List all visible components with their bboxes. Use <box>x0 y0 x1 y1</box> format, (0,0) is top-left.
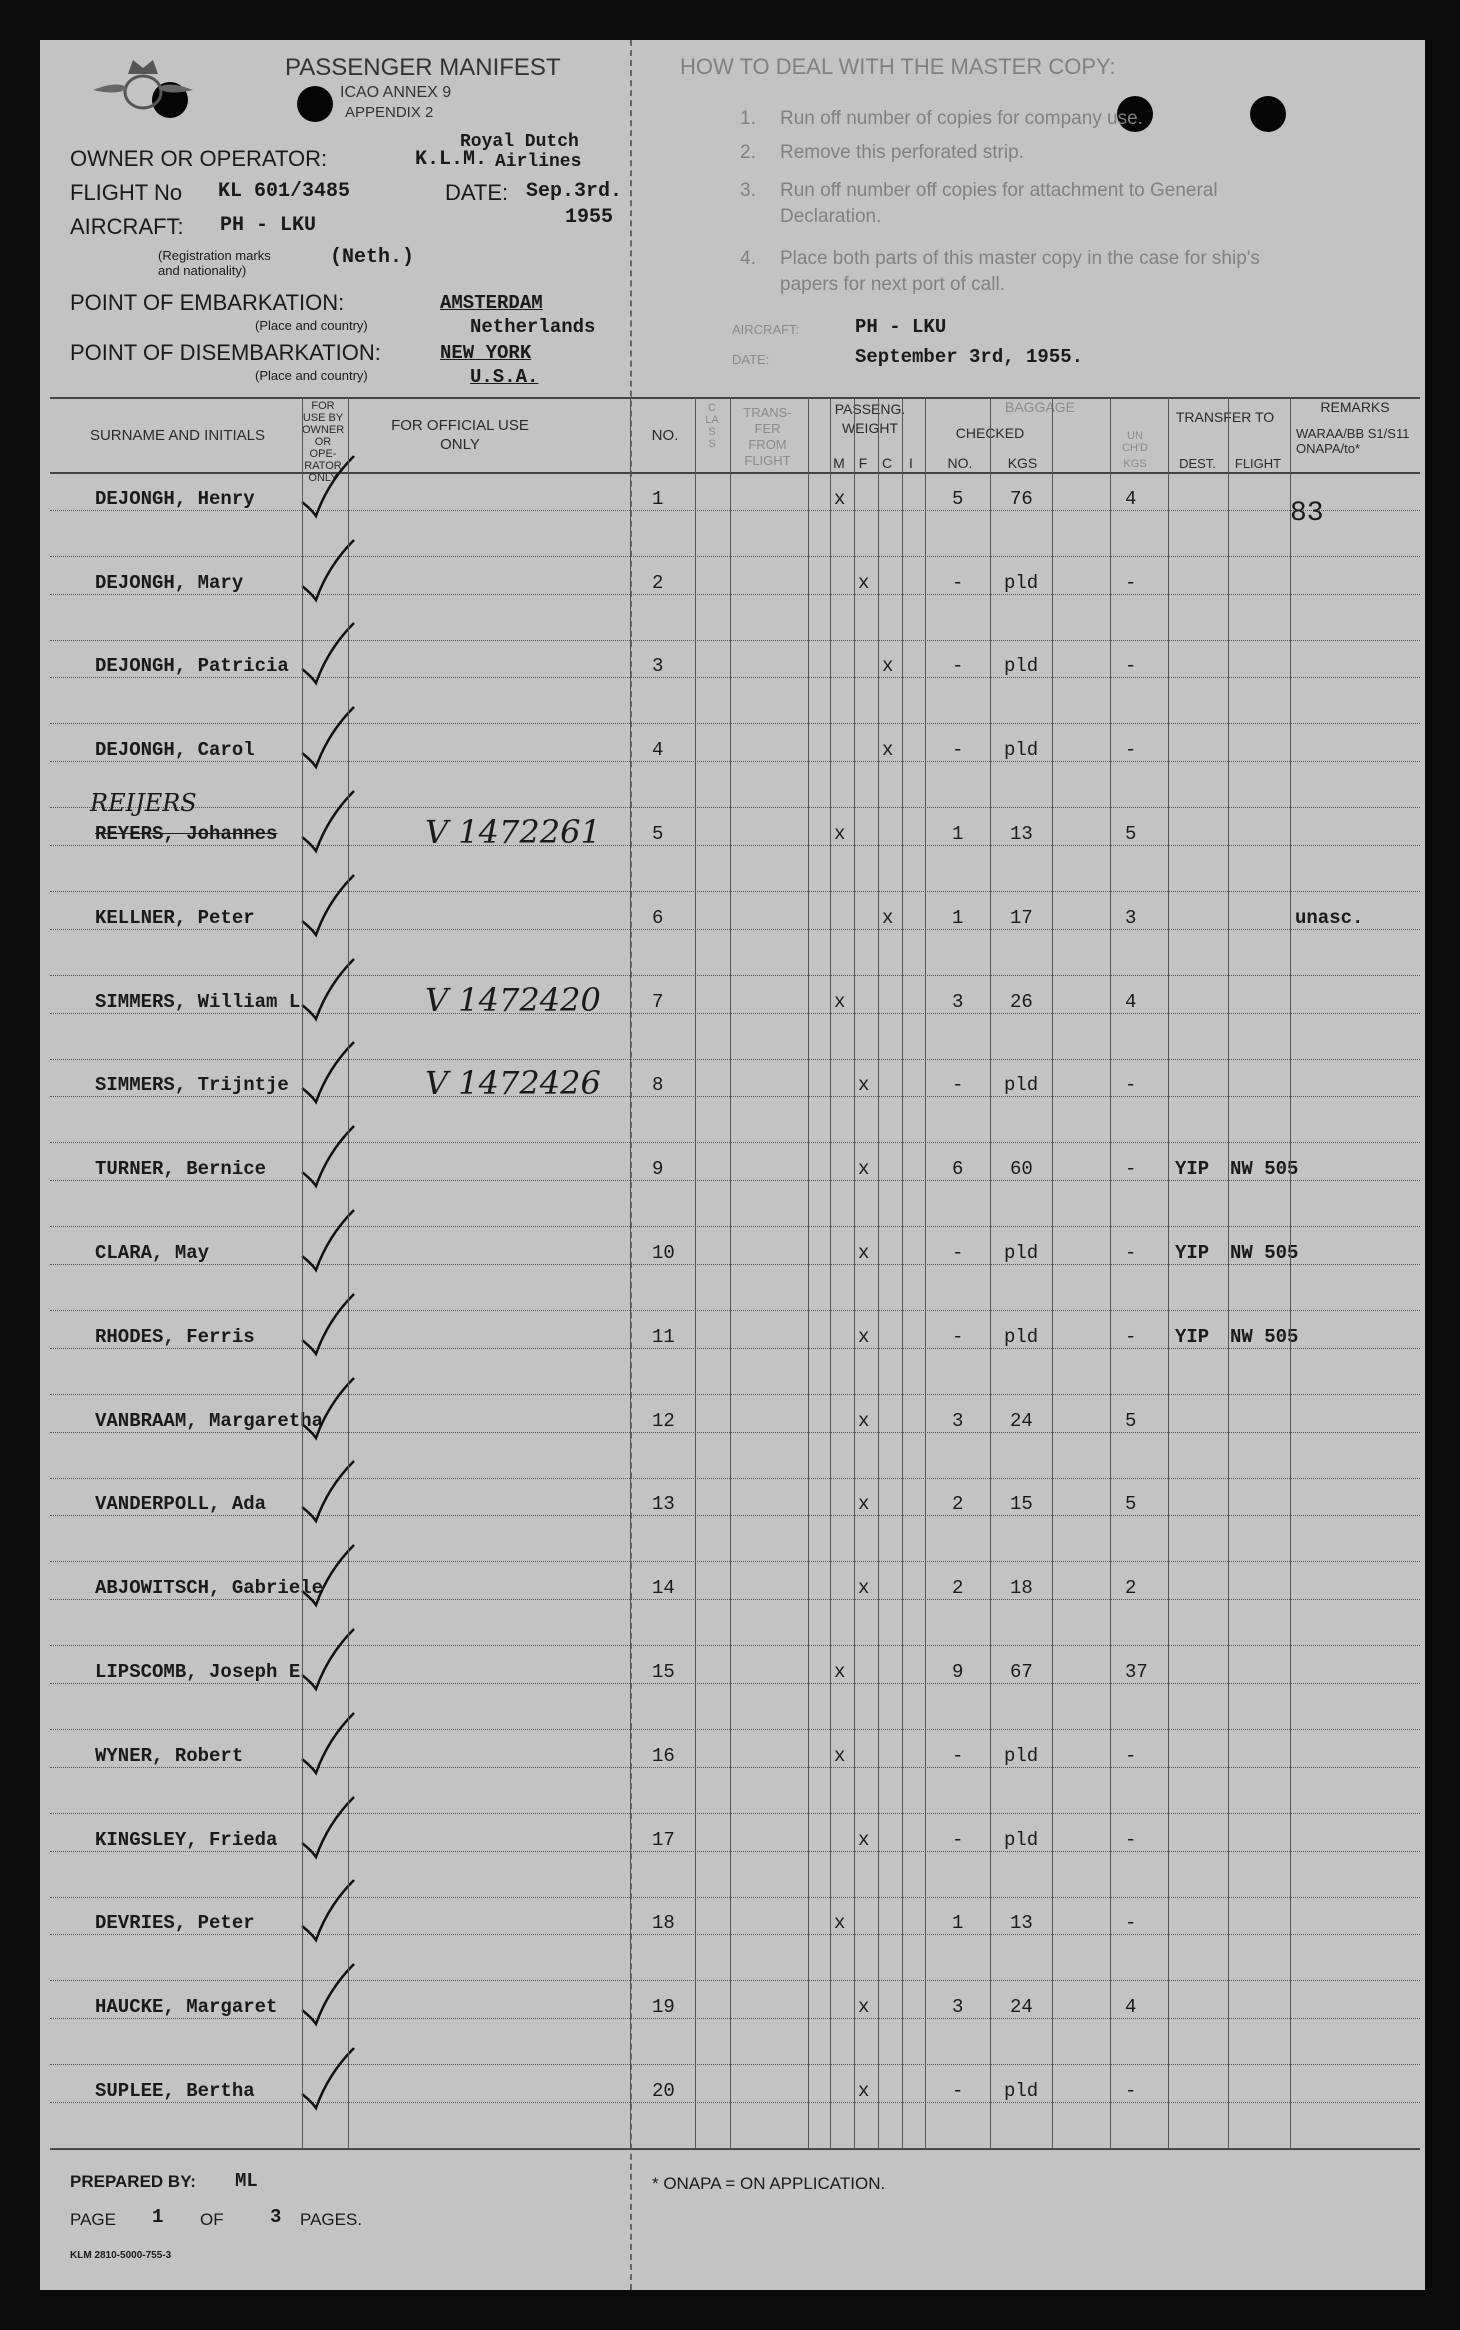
checkmark-icon <box>298 955 358 1031</box>
row-line <box>50 1180 1420 1181</box>
row-line <box>50 807 1420 808</box>
date-label: DATE: <box>445 180 509 205</box>
row-number: 9 <box>652 1158 664 1181</box>
passenger-name: SIMMERS, William L <box>95 990 301 1013</box>
baggage-count: - <box>952 655 964 678</box>
col-baggage: BAGGAGE <box>1004 399 1076 415</box>
reg-note-1: (Registration marks <box>158 248 271 263</box>
row-line <box>50 2018 1420 2019</box>
col-official: FOR OFFICIAL USE ONLY <box>391 417 529 453</box>
passenger-name: TURNER, Bernice <box>95 1158 267 1181</box>
table-column-line <box>1168 397 1169 2148</box>
transfer-flight: NW 505 <box>1230 1325 1299 1348</box>
transfer-flight: NW 505 <box>1230 1241 1299 1264</box>
row-line <box>50 1851 1420 1852</box>
passenger-name: CLARA, May <box>95 1241 210 1264</box>
unchecked-kgs: - <box>1125 1828 1137 1851</box>
baggage-count: 2 <box>952 1577 964 1600</box>
weight-mark: x <box>834 1744 846 1767</box>
of-label: OF <box>200 2210 224 2229</box>
row-line <box>50 594 1420 595</box>
row-number: 12 <box>652 1409 675 1432</box>
row-number: 7 <box>652 990 664 1013</box>
table-column-line <box>1290 397 1291 2148</box>
passenger-name: DEJONGH, Patricia <box>95 655 289 678</box>
transfer-dest: YIP <box>1175 1241 1210 1264</box>
unchecked-kgs: 5 <box>1125 1493 1137 1516</box>
place-country-note-2: (Place and country) <box>255 368 368 383</box>
passenger-name: KINGSLEY, Frieda <box>95 1828 278 1851</box>
col-kgs: KGS <box>1007 455 1038 471</box>
checkmark-icon <box>298 1206 358 1282</box>
baggage-kgs: pld <box>1004 1074 1039 1097</box>
row-number: 16 <box>652 1744 675 1767</box>
row-line <box>50 1310 1420 1311</box>
passenger-name: SUPLEE, Bertha <box>95 2079 255 2102</box>
checkmark-icon <box>298 1709 358 1785</box>
baggage-count: 5 <box>952 487 964 510</box>
table-column-line <box>830 397 831 2148</box>
col-owner-use: FOR USE BY OWNER OR OPE- RATOR ONLY <box>302 400 345 484</box>
baggage-count: - <box>952 1744 964 1767</box>
owner-label: OWNER OR OPERATOR: <box>70 146 328 171</box>
unchecked-kgs: 4 <box>1125 487 1137 510</box>
row-number: 5 <box>652 822 664 845</box>
checkmark-icon <box>298 536 358 612</box>
weight-mark: x <box>858 1325 870 1348</box>
date-year: 1955 <box>565 206 614 229</box>
baggage-kgs: 76 <box>1010 487 1033 510</box>
manifest-title: PASSENGER MANIFEST <box>285 54 561 81</box>
unchecked-kgs: 2 <box>1125 1577 1137 1600</box>
checkmark-icon <box>298 1290 358 1366</box>
aircraft-label: AIRCRAFT: <box>70 214 184 239</box>
col-unchd: UN CH'D <box>1122 430 1148 454</box>
checkmark-icon <box>298 1876 358 1952</box>
unchecked-kgs: - <box>1125 739 1137 762</box>
checkmark-icon <box>298 2044 358 2120</box>
baggage-count: - <box>952 571 964 594</box>
aircraft-value: PH - LKU <box>220 214 317 237</box>
row-line <box>50 891 1420 892</box>
weight-mark: x <box>834 1912 846 1935</box>
embark-value-2: Netherlands <box>470 316 596 338</box>
instruction-text-4: Place both parts of this master copy in the case for ship's <box>780 248 1260 269</box>
row-line <box>50 1599 1420 1600</box>
col-passeng-weight: PASSENG. WEIGHT <box>834 401 906 436</box>
weight-mark: x <box>858 1074 870 1097</box>
col-transfer-from: TRANS- FER FROM FLIGHT <box>743 405 792 468</box>
disembark-value: NEW YORK <box>440 342 532 364</box>
embark-label: POINT OF EMBARKATION: <box>70 290 345 315</box>
table-column-line <box>1052 397 1053 2148</box>
col-bag-no: NO. <box>947 455 973 471</box>
official-number: V 1472420 <box>425 980 601 1019</box>
instructions-title: HOW TO DEAL WITH THE MASTER COPY: <box>680 54 1116 79</box>
baggage-kgs: 17 <box>1010 906 1033 929</box>
checkmark-icon <box>298 1038 358 1114</box>
checkmark-icon <box>298 619 358 695</box>
passenger-name: DEVRIES, Peter <box>95 1912 255 1935</box>
checkmark-icon <box>298 1625 358 1701</box>
weight-mark: x <box>858 1493 870 1516</box>
baggage-kgs: pld <box>1004 739 1039 762</box>
checkmark-icon <box>298 703 358 779</box>
baggage-count: - <box>952 2079 964 2102</box>
baggage-count: 2 <box>952 1493 964 1516</box>
manifest-sheet <box>40 40 1425 2290</box>
row-number: 1 <box>652 487 664 510</box>
instr-date-value: September 3rd, 1955. <box>855 346 1084 368</box>
checkmark-icon <box>298 1374 358 1450</box>
page-label: PAGE <box>70 2210 116 2229</box>
weight-mark: x <box>882 906 894 929</box>
row-line <box>50 1059 1420 1060</box>
baggage-kgs: pld <box>1004 655 1039 678</box>
unchecked-kgs: - <box>1125 655 1137 678</box>
baggage-kgs: 26 <box>1010 990 1033 1013</box>
row-number: 14 <box>652 1577 675 1600</box>
flight-label: FLIGHT No <box>70 180 183 205</box>
unchecked-kgs: - <box>1125 1325 1137 1348</box>
row-number: 2 <box>652 571 664 594</box>
row-line <box>50 510 1420 511</box>
checkmark-icon <box>298 787 358 863</box>
table-column-line <box>808 397 809 2148</box>
baggage-kgs: 60 <box>1010 1158 1033 1181</box>
prepared-label: PREPARED BY: <box>70 2172 196 2191</box>
row-line <box>50 723 1420 724</box>
unchecked-kgs: 37 <box>1125 1660 1148 1683</box>
passenger-name: KELLNER, Peter <box>95 906 255 929</box>
unchecked-kgs: 4 <box>1125 990 1137 1013</box>
remark: unasc. <box>1295 906 1364 929</box>
row-line <box>50 1645 1420 1646</box>
owner-value-3: Airlines <box>495 152 582 172</box>
row-line <box>50 761 1420 762</box>
row-line <box>50 2148 1420 2149</box>
passenger-name: SIMMERS, Trijntje <box>95 1074 289 1097</box>
table-column-line <box>302 397 303 2148</box>
unchecked-kgs: - <box>1125 1744 1137 1767</box>
table-column-line <box>925 397 926 2148</box>
row-line <box>50 556 1420 557</box>
row-line <box>50 1515 1420 1516</box>
passenger-name: REYERS, Johannes <box>95 822 278 845</box>
table-column-line <box>348 397 349 2148</box>
transfer-dest: YIP <box>1175 1325 1210 1348</box>
instruction-text-2: Remove this perforated strip. <box>780 142 1024 163</box>
weight-mark: x <box>858 1996 870 2019</box>
weight-mark: x <box>858 1828 870 1851</box>
passenger-name: DEJONGH, Carol <box>95 739 255 762</box>
table-column-line <box>1110 397 1111 2148</box>
passenger-name: RHODES, Ferris <box>95 1325 255 1348</box>
prepared-value: ML <box>235 2170 258 2192</box>
row-line <box>50 1767 1420 1768</box>
row-line <box>50 929 1420 930</box>
row-line <box>50 2102 1420 2103</box>
baggage-count: - <box>952 739 964 762</box>
weight-mark: x <box>834 1660 846 1683</box>
row-number: 17 <box>652 1828 675 1851</box>
weight-mark: x <box>834 822 846 845</box>
baggage-kgs: 24 <box>1010 1409 1033 1432</box>
baggage-kgs: 18 <box>1010 1577 1033 1600</box>
passenger-name: DEJONGH, Henry <box>95 487 255 510</box>
baggage-count: - <box>952 1325 964 1348</box>
unchecked-kgs: 4 <box>1125 1996 1137 2019</box>
unchecked-kgs: - <box>1125 571 1137 594</box>
col-transfer-to: TRANSFER TO <box>1175 409 1275 425</box>
row-line <box>50 677 1420 678</box>
remark: 83 <box>1290 497 1324 529</box>
table-column-line <box>1228 397 1229 2148</box>
col-flight: FLIGHT <box>1234 456 1282 471</box>
col-i: I <box>909 455 913 471</box>
unchecked-kgs: - <box>1125 1158 1137 1181</box>
name-correction: REIJERS <box>90 788 197 817</box>
row-line <box>50 1348 1420 1349</box>
instruction-num-3: 3. <box>740 180 756 201</box>
weight-mark: x <box>858 1577 870 1600</box>
unchecked-kgs: 5 <box>1125 822 1137 845</box>
row-number: 11 <box>652 1325 675 1348</box>
row-line <box>50 1897 1420 1898</box>
baggage-kgs: pld <box>1004 1828 1039 1851</box>
disembark-value-2: U.S.A. <box>470 366 539 388</box>
row-line <box>50 975 1420 976</box>
baggage-kgs: pld <box>1004 1325 1039 1348</box>
col-checked: CHECKED <box>955 425 1025 441</box>
col-m: M <box>833 455 845 471</box>
row-line <box>50 2064 1420 2065</box>
passenger-name: LIPSCOMB, Joseph E <box>95 1660 301 1683</box>
row-number: 3 <box>652 655 664 678</box>
row-line <box>50 1432 1420 1433</box>
row-number: 6 <box>652 906 664 929</box>
row-number: 18 <box>652 1912 675 1935</box>
col-f: F <box>858 455 868 471</box>
passenger-name: WYNER, Robert <box>95 1744 244 1767</box>
row-line <box>50 1013 1420 1014</box>
unchecked-kgs: - <box>1125 1912 1137 1935</box>
weight-mark: x <box>834 487 846 510</box>
unchecked-kgs: - <box>1125 2079 1137 2102</box>
row-line <box>50 1934 1420 1935</box>
unchecked-kgs: - <box>1125 1074 1137 1097</box>
checkmark-icon <box>298 1960 358 2036</box>
baggage-kgs: pld <box>1004 2079 1039 2102</box>
row-line <box>50 1264 1420 1265</box>
instruction-text-4b: papers for next port of call. <box>780 274 1005 295</box>
unchecked-kgs: 5 <box>1125 1409 1137 1432</box>
weight-mark: x <box>858 1409 870 1432</box>
baggage-kgs: 24 <box>1010 1996 1033 2019</box>
baggage-count: - <box>952 1241 964 1264</box>
unchecked-kgs: - <box>1125 1241 1137 1264</box>
reg-note-2: and nationality) <box>158 263 247 278</box>
baggage-kgs: 67 <box>1010 1660 1033 1683</box>
checkmark-icon <box>298 452 358 528</box>
place-country-note: (Place and country) <box>255 318 368 333</box>
checkmark-icon <box>298 1541 358 1617</box>
row-number: 15 <box>652 1660 675 1683</box>
checkmark-icon <box>298 1457 358 1533</box>
row-number: 20 <box>652 2079 675 2102</box>
row-line <box>50 640 1420 641</box>
table-column-line <box>990 397 991 2148</box>
row-number: 13 <box>652 1493 675 1516</box>
row-number: 10 <box>652 1241 675 1264</box>
weight-mark: x <box>834 990 846 1013</box>
pages-label: PAGES. <box>300 2210 363 2229</box>
row-line <box>50 1729 1420 1730</box>
instruction-num-2: 2. <box>740 142 756 163</box>
row-line <box>50 1813 1420 1814</box>
row-line <box>50 845 1420 846</box>
instr-aircraft-label: AIRCRAFT: <box>732 322 800 337</box>
col-remarks-sub: WARAA/BB S1/S11 ONAPA/to* <box>1296 426 1410 456</box>
col-surname: SURNAME AND INITIALS <box>89 427 266 444</box>
baggage-count: 3 <box>952 1996 964 2019</box>
table-column-line <box>878 397 879 2148</box>
onapa-note: * ONAPA = ON APPLICATION. <box>652 2174 886 2193</box>
weight-mark: x <box>882 739 894 762</box>
col-kgs-2: KGS <box>1123 458 1147 470</box>
row-line <box>50 1394 1420 1395</box>
row-line <box>50 1478 1420 1479</box>
row-line <box>50 1561 1420 1562</box>
baggage-kgs: pld <box>1004 1744 1039 1767</box>
date-value: Sep.3rd. <box>526 180 623 203</box>
instruction-text-3b: Declaration. <box>780 206 882 227</box>
passenger-name: ABJOWITSCH, Gabriele <box>95 1577 324 1600</box>
page-num: 1 <box>152 2206 164 2228</box>
baggage-kgs: 13 <box>1010 1912 1033 1935</box>
col-class: CLASS <box>705 402 719 450</box>
baggage-count: 6 <box>952 1158 964 1181</box>
checkmark-icon <box>298 871 358 947</box>
baggage-count: 3 <box>952 990 964 1013</box>
weight-mark: x <box>858 571 870 594</box>
unchecked-kgs: 3 <box>1125 906 1137 929</box>
passenger-name: HAUCKE, Margaret <box>95 1996 278 2019</box>
transfer-dest: YIP <box>1175 1158 1210 1181</box>
row-line <box>50 1142 1420 1143</box>
instr-date-label: DATE: <box>732 352 770 367</box>
baggage-kgs: pld <box>1004 571 1039 594</box>
weight-mark: x <box>858 2079 870 2102</box>
instruction-text-3: Run off number off copies for attachment to General <box>780 180 1218 201</box>
annex-label: ICAO ANNEX 9 <box>340 84 452 101</box>
owner-value-2: Royal Dutch <box>460 132 579 152</box>
owner-value: K.L.M. <box>415 148 488 171</box>
row-number: 4 <box>652 739 664 762</box>
instruction-num-1: 1. <box>740 108 756 129</box>
instruction-num-4: 4. <box>740 248 756 269</box>
page-total: 3 <box>270 2206 282 2228</box>
passenger-name: VANBRAAM, Margaretha <box>95 1409 324 1432</box>
table-column-line <box>854 397 855 2148</box>
table-column-line <box>695 397 696 2148</box>
row-line <box>50 1683 1420 1684</box>
appendix-label: APPENDIX 2 <box>345 104 434 121</box>
transfer-flight: NW 505 <box>1230 1158 1299 1181</box>
baggage-count: 1 <box>952 906 964 929</box>
flight-value: KL 601/3485 <box>218 180 351 203</box>
checkmark-icon <box>298 1793 358 1869</box>
col-dest: DEST. <box>1179 456 1216 471</box>
manifest-table <box>40 40 1425 2290</box>
baggage-count: 1 <box>952 822 964 845</box>
weight-mark: x <box>858 1241 870 1264</box>
baggage-count: 9 <box>952 1660 964 1683</box>
col-no: NO. <box>651 427 679 444</box>
instr-aircraft-value: PH - LKU <box>855 316 947 338</box>
row-line <box>50 1096 1420 1097</box>
table-column-line <box>902 397 903 2148</box>
official-number: V 1472261 <box>425 812 601 851</box>
baggage-kgs: 15 <box>1010 1493 1033 1516</box>
col-c: C <box>881 455 893 471</box>
col-remarks: REMARKS <box>1320 399 1390 415</box>
reg-value: (Neth.) <box>330 246 415 269</box>
disembark-label: POINT OF DISEMBARKATION: <box>70 340 381 365</box>
weight-mark: x <box>882 655 894 678</box>
passenger-name: VANDERPOLL, Ada <box>95 1493 267 1516</box>
form-code: KLM 2810-5000-755-3 <box>70 2250 172 2261</box>
passenger-name: DEJONGH, Mary <box>95 571 244 594</box>
baggage-kgs: pld <box>1004 1241 1039 1264</box>
embark-value: AMSTERDAM <box>440 292 543 314</box>
weight-mark: x <box>858 1158 870 1181</box>
table-header-top-line <box>50 397 1420 399</box>
official-number: V 1472426 <box>425 1064 601 1103</box>
checkmark-icon <box>298 1122 358 1198</box>
table-column-line <box>730 397 731 2148</box>
baggage-count: 3 <box>952 1409 964 1432</box>
row-line <box>50 1980 1420 1981</box>
instruction-text-1: Run off number of copies for company use. <box>780 108 1143 129</box>
row-line <box>50 1226 1420 1227</box>
row-number: 8 <box>652 1074 664 1097</box>
row-number: 19 <box>652 1996 675 2019</box>
baggage-count: - <box>952 1074 964 1097</box>
baggage-count: - <box>952 1828 964 1851</box>
table-column-line <box>630 397 631 2148</box>
baggage-kgs: 13 <box>1010 822 1033 845</box>
baggage-count: 1 <box>952 1912 964 1935</box>
